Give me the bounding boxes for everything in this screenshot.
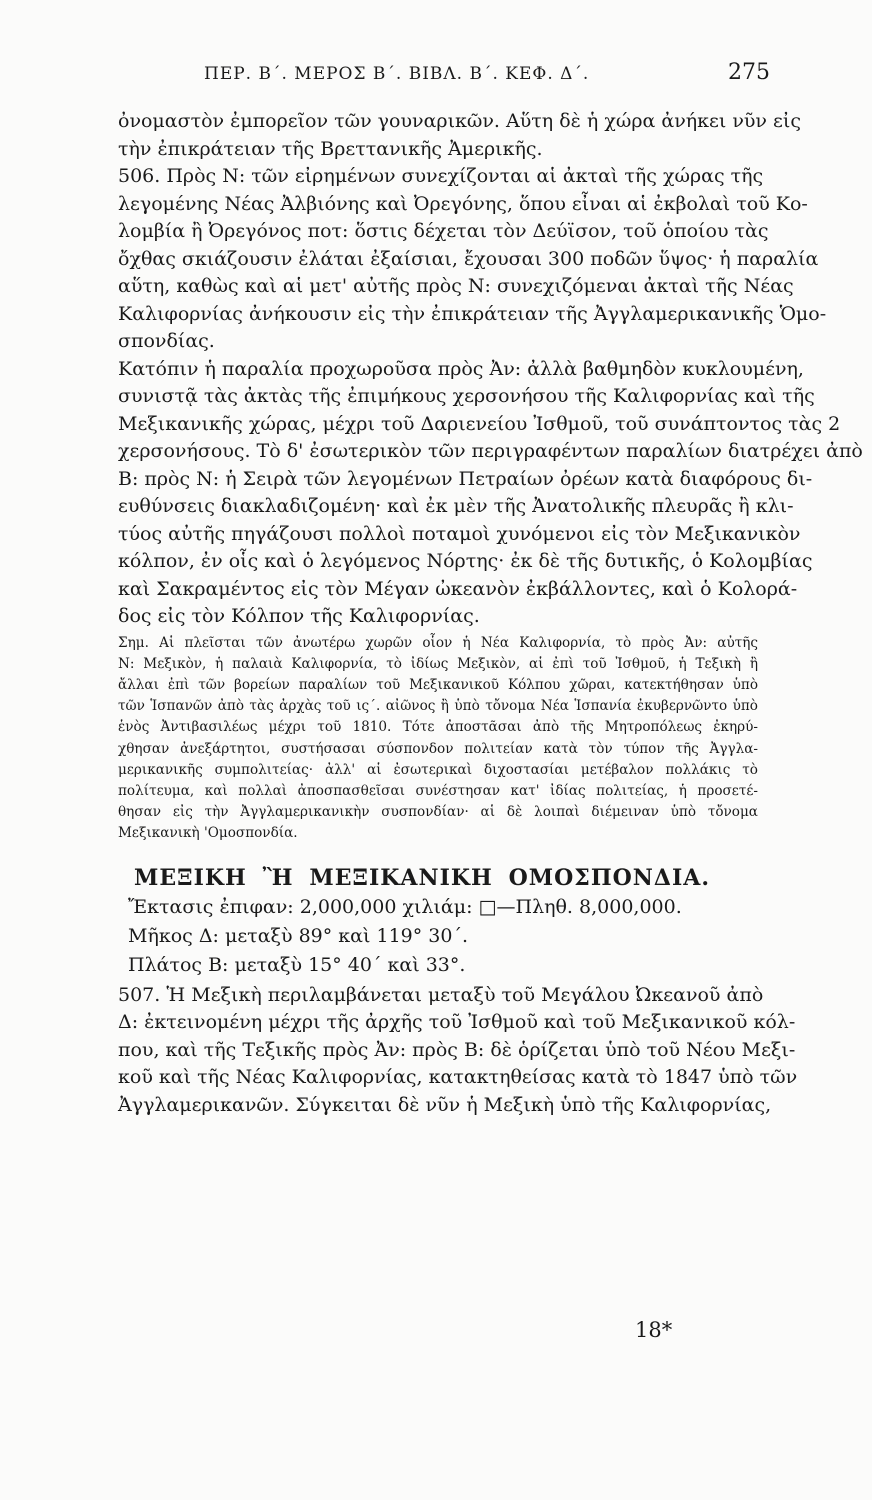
text-line: 507. Ἡ Μεξικὴ περιλαμβάνεται μεταξὺ τοῦ Μεγάλου Ὠκεανοῦ ἀπὸ	[118, 983, 764, 1006]
text-line: κόλπον, ἐν οἷς καὶ ὁ λεγόμενος Νόρτης· ἐκ δὲ τῆς δυτικῆς, ὁ Κολομβίας	[118, 550, 813, 572]
text-line: σπονδίας.	[118, 330, 215, 352]
text-line: Μεξικανικῆς χώρας, μέχρι τοῦ Δαριενείου Ἰσθμοῦ, τοῦ συνάπτοντος τὰς 2	[118, 412, 841, 435]
measurements-block	[118, 893, 758, 980]
note-line: τῶν Ἱσπανῶν ἀπὸ τὰς ἀρχὰς τοῦ ις΄. αἰῶνος ἢ ὑπὸ τὄνομα Νέα Ἱσπανία ἐκυβερνῶντο ὑπὸ	[118, 698, 758, 715]
note-line: Μεξικανικὴ 'Ομοσπονδία.	[118, 825, 298, 842]
paragraph-block-bottom	[118, 982, 798, 1120]
text-line: δος εἰς τὸν Κόλπον τῆς Καλιφορνίας.	[118, 605, 480, 627]
note-line: μερικανικῆς συμπολιτείας· ἀλλ' αἱ ἐσωτερικαὶ διχοστασίαι μετέβαλον πολλάκις τὸ	[118, 761, 758, 778]
footnote-block	[118, 633, 758, 845]
page-number: 275	[728, 60, 770, 85]
area-population-line: Ἔκτασις ἐπιφαν: 2,000,000 χιλιάμ: □—Πληθ. 8,000,000.	[128, 895, 682, 918]
page-header	[120, 60, 770, 94]
text-line: Β: πρὸς Ν: ἡ Σειρὰ τῶν λεγομένων Πετραίων ὀρέων κατὰ διαφόρους δι-	[118, 467, 813, 490]
note-line: ἄλλαι ἐπὶ τῶν βορείων παραλίων τοῦ Μεξικανικοῦ Κόλπου χῶραι, κατεκτήθησαν ὑπὸ	[118, 676, 758, 693]
text-line: Ἀγγλαμερικανῶν. Σύγκειται δὲ νῦν ἡ Μεξικὴ ὑπὸ τῆς Καλιφορνίας,	[118, 1093, 772, 1116]
note-line: ἑνὸς Ἀντιβασιλέως μέχρι τοῦ 1810. Τότε ἀποστᾶσαι ἀπὸ τῆς Μητροπόλεως ἐκηρύ-	[118, 719, 758, 736]
text-line: Δ: ἐκτεινομένη μέχρι τῆς ἀρχῆς τοῦ Ἰσθμοῦ καὶ τοῦ Μεξικανικοῦ κόλ-	[118, 1011, 796, 1034]
note-line: χθησαν ἀνεξάρτητοι, συστήσασαι σύσπονδον πολιτείαν κατὰ τὸν τύπον τῆς Ἀγγλα-	[118, 740, 758, 757]
signature-mark: 18*	[635, 1318, 673, 1342]
text-line: ευθύνσεις διακλαδιζομένη· καὶ ἐκ μὲν τῆς Ἀνατολικῆς πλευρᾶς ἢ κλι-	[118, 495, 794, 517]
paragraph-block-top	[118, 108, 863, 631]
text-line: ὀνομαστὸν ἐμπορεῖον τῶν γουναρικῶν. Αὕτη δὲ ἡ χώρα ἀνήκει νῦν εἰς	[118, 110, 801, 132]
note-line: Σημ. Αἱ πλεῖσται τῶν ἀνωτέρω χωρῶν οἷον ἡ Νέα Καλιφορνία, τὸ πρὸς Ἀν: αὐτῆς	[118, 634, 758, 651]
latitude-line: Πλάτος Β: μεταξὺ 15° 40΄ καὶ 33°.	[128, 953, 466, 976]
longitude-line: Μῆκος Δ: μεταξὺ 89° καὶ 119° 30΄.	[128, 924, 469, 947]
text-line: λεγομένης Νέας Ἀλβιόνης καὶ Ὀρεγόνης, ὅπου εἶναι αἱ ἐκβολαὶ τοῦ Κο-	[118, 192, 808, 215]
text-line: λομβία ἢ Ὀρεγόνος ποτ: ὅστις δέχεται τὸν Δεύϊσον, τοῦ ὁποίου τὰς	[118, 220, 769, 242]
note-line: Ν: Μεξικὸν, ἡ παλαιὰ Καλιφορνία, τὸ ἰδίως Μεξικὸν, αἱ ἐπὶ τοῦ Ἰσθμοῦ, ἡ Τεξικὴ ἢ	[118, 655, 758, 672]
body-text	[118, 108, 863, 1119]
section-title: ΜΕΞΙΚΗ Ἢ ΜΕΞΙΚΑΝΙΚΗ ΟΜΟΣΠΟΝΔΙΑ.	[134, 864, 710, 891]
text-line: αὕτη, καθὼς καὶ αἱ μετ' αὐτῆς πρὸς Ν: συνεχιζόμεναι ἀκταὶ τῆς Νέας	[118, 275, 794, 297]
running-head: ΠΕΡ. Β΄. ΜΕΡΟΣ Β΄. ΒΙΒΛ. Β΄. ΚΕΦ. Δ΄.	[204, 64, 590, 84]
note-line: θησαν εἰς τὴν Ἀγγλαμερικανικὴν συσπονδίαν· αἱ δὲ λοιπαὶ διέμειναν ὑπὸ τὄνομα	[118, 804, 758, 821]
text-line: 506. Πρὸς Ν: τῶν εἰρημένων συνεχίζονται αἱ ἀκταὶ τῆς χώρας τῆς	[118, 165, 764, 187]
text-line: τὴν ἐπικράτειαν τῆς Βρεττανικῆς Ἀμερικῆς.	[118, 137, 543, 160]
note-line: πολίτευμα, καὶ πολλαὶ ἀποσπασθεῖσαι συνέστησαν κατ' ἰδίας πολιτείας, ἡ προσετέ-	[118, 782, 758, 799]
text-line: συνιστᾷ τὰς ἀκτὰς τῆς ἐπιμήκους χερσονήσου τῆς Καλιφορνίας καὶ τῆς	[118, 385, 815, 407]
text-line: ὄχθας σκιάζουσιν ἐλάται ἐξαίσιαι, ἔχουσαι 300 ποδῶν ὕψος· ἡ παραλία	[118, 247, 819, 270]
text-line: καὶ Σακραμέντος εἰς τὸν Μέγαν ὠκεανὸν ἐκβάλλοντες, καὶ ὁ Κολορά-	[118, 577, 798, 600]
text-line: τύος αὐτῆς πηγάζουσι πολλοὶ ποταμοὶ χυνόμενοι εἰς τὸν Μεξικανικὸν	[118, 522, 801, 545]
text-line: που, καὶ τῆς Τεξικῆς πρὸς Ἀν: πρὸς Β: δὲ ὁρίζεται ὑπὸ τοῦ Νέου Μεξι-	[118, 1038, 796, 1061]
text-line: Κατόπιν ἡ παραλία προχωροῦσα πρὸς Ἀν: ἀλλὰ βαθμηδὸν κυκλουμένη,	[118, 357, 804, 380]
text-line: Καλιφορνίας ἀνήκουσιν εἰς τὴν ἐπικράτειαν τῆς Ἀγγλαμερικανικῆς Ὁμο-	[118, 302, 827, 325]
text-line: χερσονήσους. Τὸ δ' ἐσωτερικὸν τῶν περιγραφέντων παραλίων διατρέχει ἀπὸ	[118, 440, 863, 462]
text-line: κοῦ καὶ τῆς Νέας Καλιφορνίας, κατακτηθείσας κατὰ τὸ 1847 ὑπὸ τῶν	[118, 1066, 798, 1089]
